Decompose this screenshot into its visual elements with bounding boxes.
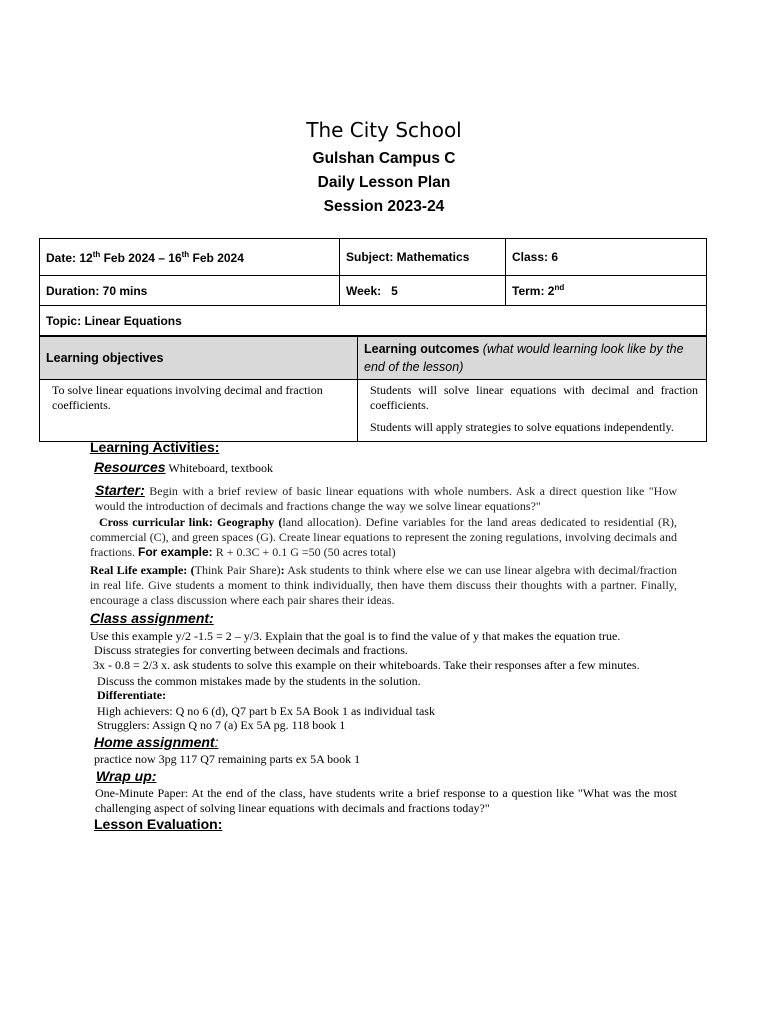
subject-cell: Subject: Mathematics bbox=[340, 239, 506, 276]
outcomes-header: Learning outcomes (what would learning look like by the end of the lesson) bbox=[358, 337, 707, 380]
class-assignment-line: Discuss the common mistakes made by the students in the solution. bbox=[97, 674, 421, 688]
strugglers-line: Strugglers: Assign Q no 7 (a) Ex 5A pg. 118 book 1 bbox=[97, 718, 346, 732]
real-life-paragraph: Real Life example: (Think Pair Share): Ask students to think where else we can use linear algebra with decimal/fraction in real life. Give students a moment to think individually, then have them discuss their thoughts with a partner. Finally, encourage a class discussion where each pair shares their ideas. bbox=[90, 563, 677, 607]
starter-paragraph: Starter: Begin with a brief review of basic linear equations with whole numbers. Ask a direct question like "How would the introduction of decimals and fractions change the way we solve linear equations?" bbox=[95, 482, 677, 513]
differentiate-label: Differentiate: bbox=[97, 688, 167, 702]
outcomes-list bbox=[358, 380, 707, 442]
outcomes-table bbox=[39, 336, 707, 442]
class-assignment-heading: Class assignment: bbox=[90, 610, 214, 626]
topic-cell: Topic: Linear Equations bbox=[40, 306, 707, 336]
starter-label: Starter: bbox=[95, 482, 145, 498]
resources-line: Resources Whiteboard, textbook bbox=[94, 459, 274, 475]
duration-cell: Duration: 70 mins bbox=[40, 276, 340, 306]
week-cell: Week: 5 bbox=[340, 276, 506, 306]
resources-label: Resources bbox=[94, 459, 166, 475]
info-table bbox=[39, 238, 707, 336]
objectives-header: Learning objectives bbox=[40, 337, 358, 380]
lesson-evaluation-heading: Lesson Evaluation: bbox=[94, 816, 223, 832]
class-assignment-line: Use this example y/2 -1.5 = 2 – y/3. Explain that the goal is to find the value of y that makes the equation true. bbox=[90, 629, 621, 643]
plan-title: Daily Lesson Plan bbox=[317, 174, 451, 191]
high-achievers-line: High achievers: Q no 6 (d), Q7 part b Ex 5A Book 1 as individual task bbox=[97, 704, 435, 718]
objective-text: To solve linear equations involving decimal and fraction coefficients. bbox=[40, 380, 358, 442]
class-assignment-line: 3x - 0.8 = 2/3 x. ask students to solve this example on their whiteboards. Take their responses after a few minutes. bbox=[93, 658, 640, 672]
home-assignment-heading: Home assignment: bbox=[94, 734, 219, 750]
class-assignment-line: Discuss strategies for converting between decimals and fractions. bbox=[94, 643, 408, 657]
class-cell: Class: 6 bbox=[506, 239, 707, 276]
date-cell: Date: 12th Feb 2024 – 16th Feb 2024 bbox=[40, 239, 340, 276]
session-label: Session 2023-24 bbox=[323, 198, 445, 215]
wrap-up-text: One-Minute Paper: At the end of the class, have students write a brief response to a question like "What was the most challenging aspect of solving linear equations with decimals and fractions today?" bbox=[95, 786, 677, 815]
cross-curricular-paragraph: Cross curricular link: Geography (land allocation). Define variables for the land areas dedicated to residential (R), commercial (C), and green spaces (G). Create linear equations to represent the zoning regulations, involving decimals and fractions. For example: R + 0.3C + 0.1 G =50 (50 acres total) bbox=[90, 515, 677, 559]
outcome-item: Students will solve linear equations with decimal and fraction coefficients. bbox=[370, 383, 698, 412]
term-cell: Term: 2nd bbox=[506, 276, 707, 306]
wrap-up-heading: Wrap up: bbox=[96, 768, 157, 784]
home-assignment-text: practice now 3pg 117 Q7 remaining parts ex 5A book 1 bbox=[94, 752, 361, 766]
outcome-item: Students will apply strategies to solve equations independently. bbox=[370, 420, 674, 434]
activities-heading: Learning Activities: bbox=[90, 439, 220, 455]
school-name: The City School bbox=[306, 118, 462, 142]
campus-name: Gulshan Campus C bbox=[312, 150, 456, 167]
